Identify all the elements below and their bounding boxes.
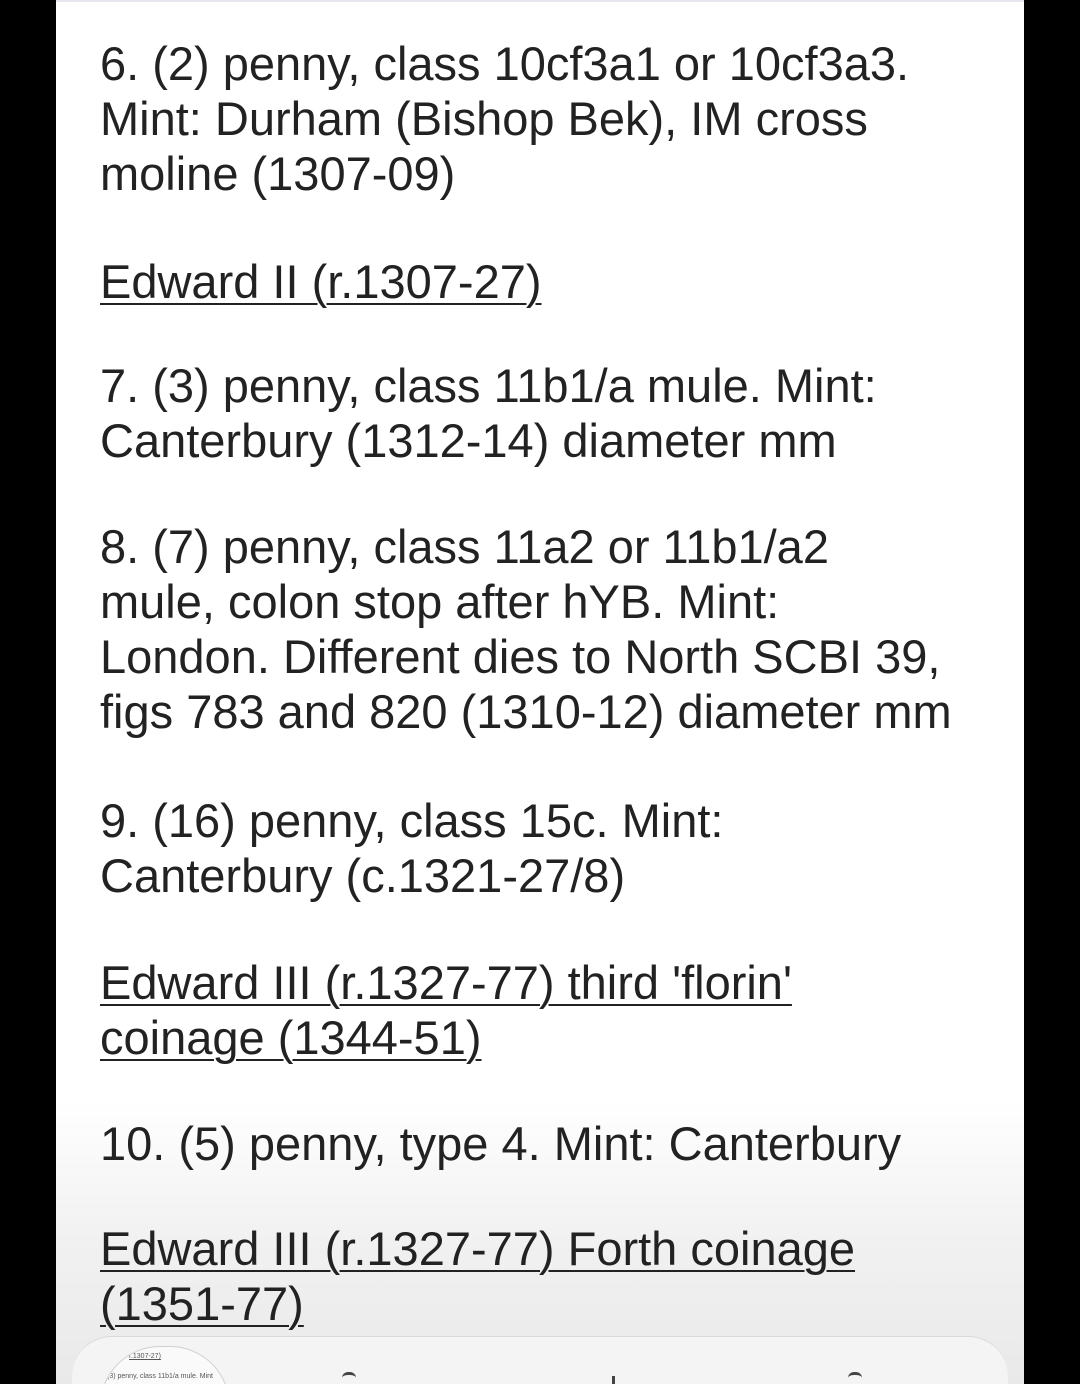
sheet-handle-icon <box>342 1372 356 1384</box>
heading-edward-ii[interactable]: Edward II (r.1307-27) <box>100 255 542 308</box>
entry-9: 9. (16) penny, class 15c. Mint: Canterbury (c.1321-27/8) <box>100 794 724 902</box>
heading-edward-iii-third-florin[interactable]: Edward III (r.1327-77) third 'florin' coinage (1344-51) <box>100 956 792 1064</box>
sheet-arrow-icon <box>848 1372 862 1384</box>
entry-6: 6. (2) penny, class 10cf3a1 or 10cf3a3. Mint: Durham (Bishop Bek), IM cross moline (1307-09) <box>100 37 910 200</box>
entry-10: 10. (5) penny, type 4. Mint: Canterbury <box>100 1117 902 1170</box>
thumbnail-line-2: (3) penny, class 11b1/a mule. Mint <box>107 1373 213 1380</box>
thumbnail-line-1: r.1307-27) <box>129 1353 161 1360</box>
entry-8: 8. (7) penny, class 11a2 or 11b1/a2 mule, colon stop after hYB. Mint: London. Different dies to North SCBI 39, figs 783 and 820 (1310-12) diameter mm <box>100 520 952 738</box>
sheet-divider-icon <box>612 1376 618 1384</box>
heading-edward-iii-forth-coinage[interactable]: Edward III (r.1327-77) Forth coinage (1351-77) <box>100 1222 856 1330</box>
document-page <box>56 0 1024 1384</box>
entry-7: 7. (3) penny, class 11b1/a mule. Mint: Canterbury (1312-14) diameter mm <box>100 359 877 467</box>
